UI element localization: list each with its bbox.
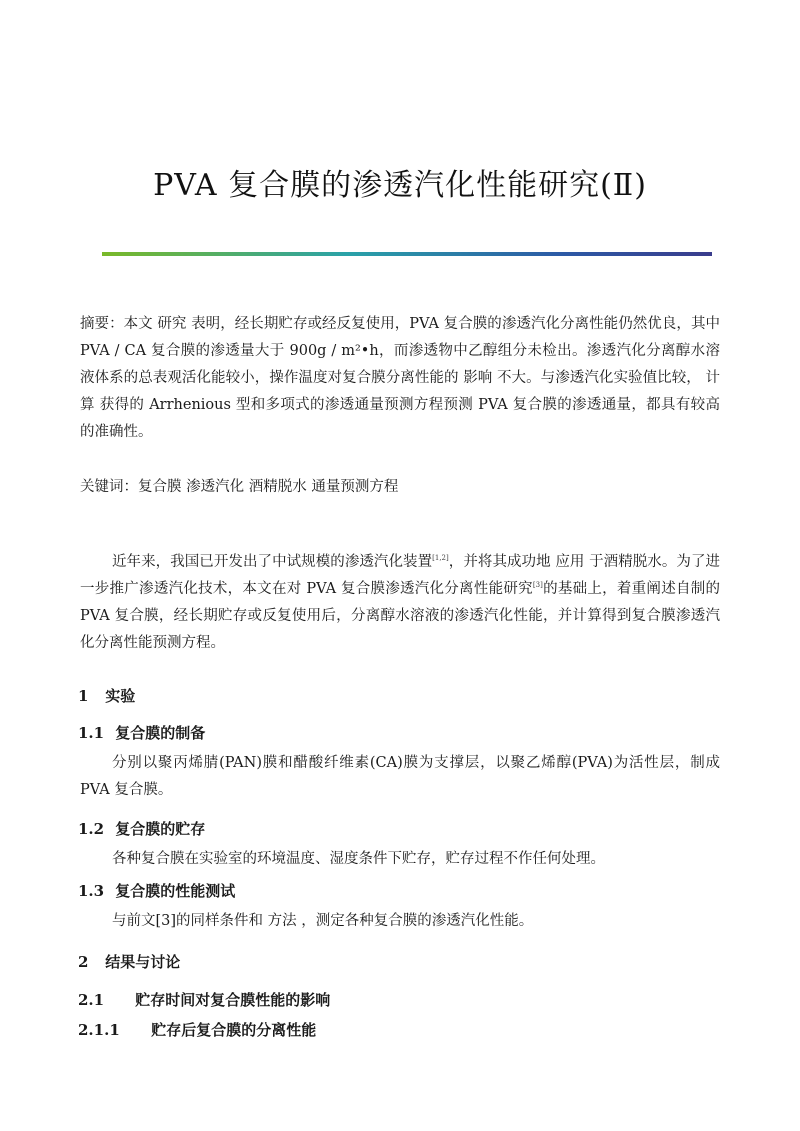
section-2-1-heading (78, 989, 330, 1010)
section-title: 贮存时间对复合膜性能的影响 (135, 991, 331, 1009)
section-number: 1.1 (78, 724, 105, 742)
section-1-2-body: 各种复合膜在实验室的环境温度、湿度条件下贮存，贮存过程不作任何处理。 (112, 851, 605, 867)
section-title: 复合膜的制备 (115, 724, 206, 742)
section-1-1-heading (78, 722, 205, 743)
section-number: 2.1.1 (78, 1021, 120, 1039)
section-2-1-1-heading (78, 1019, 316, 1040)
section-1-3-heading (78, 880, 235, 901)
paper-title: PVA 复合膜的渗透汽化性能研究(Ⅱ) (153, 168, 647, 203)
section-title: 复合膜的性能测试 (115, 882, 236, 900)
section-number: 2 (78, 953, 89, 971)
section-1-3-body: 与前文[3]的同样条件和 方法 ，测定各种复合膜的渗透汽化性能。 (112, 913, 534, 929)
intro-paragraph (80, 549, 720, 657)
intro-text-3: 的基础上，着重阐述自制的 PVA 复合膜，经长期贮存或反复使用后，分离醇水溶液的渗透汽化性能，并计算得到复合膜渗透汽化分离性能预测方程。 (80, 581, 720, 651)
section-1-heading (78, 685, 135, 706)
title-divider (102, 252, 712, 256)
section-1-1-body: 分别以聚丙烯腈(PAN)膜和醋酸纤维素(CA)膜为支撑层，以聚乙烯醇(PVA)为活性层，制成 PVA 复合膜。 (80, 755, 720, 798)
section-number: 1 (78, 687, 89, 705)
intro-text-1: 近年来，我国已开发出了中试规模的渗透汽化装置 (112, 554, 433, 570)
section-title: 贮存后复合膜的分离性能 (151, 1021, 317, 1039)
citation-1-2: [1,2] (432, 554, 449, 563)
section-title: 结果与讨论 (105, 953, 181, 971)
citation-3: [3] (532, 581, 543, 590)
section-title: 复合膜的贮存 (115, 820, 206, 838)
abstract: 摘要：本文 研究 表明，经长期贮存或经反复使用，PVA 复合膜的渗透汽化分离性能仍然优良，其中 PVA / CA 复合膜的渗透量大于 900g / m²•h，而渗透物中乙醇组分未检出。渗透汽化分离醇水溶液体系的总表观活化能较小，操作温度对复合膜分离性能的 影响 不大。与渗透汽化实验值比较， 计算 获得的 Arrhenious 型和多项式的渗透通量预测方程预测 PVA 复合膜的渗透通量，都具有较高的准确性。 (80, 316, 720, 440)
intro-text-2: ，并将其成功地 应用 于酒精脱水。为了进一步推广渗透汽化技术，本文在对 PVA 复合膜渗透汽化分离性能研究 (80, 554, 721, 597)
section-2-heading (78, 951, 180, 972)
section-title: 实验 (105, 687, 136, 705)
keywords: 关键词：复合膜 渗透汽化 酒精脱水 通量预测方程 (80, 479, 399, 495)
section-1-2-heading (78, 818, 205, 839)
section-number: 2.1 (78, 991, 105, 1009)
section-number: 1.3 (78, 882, 105, 900)
section-number: 1.2 (78, 820, 105, 838)
